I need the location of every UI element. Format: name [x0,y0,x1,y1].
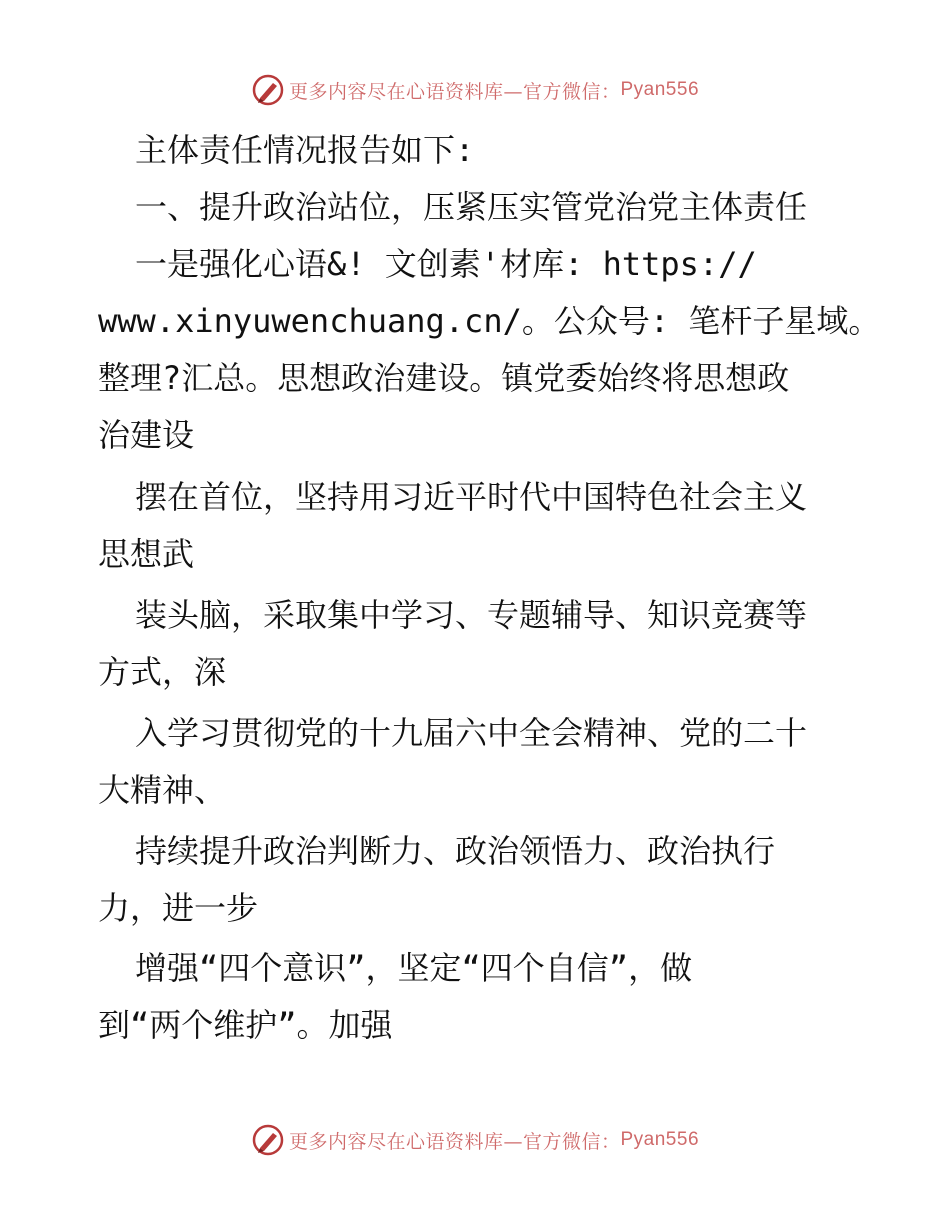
paragraph-line: 大精神、 [98,771,227,809]
paragraph-line: 力，进一步 [98,889,259,927]
pen-logo-icon [251,1123,285,1157]
paragraph-line: 方式，深 [98,653,227,691]
paragraph-line: 摆在首位，坚持用习近平时代中国特色社会主义 [135,478,808,516]
banner-wechat-id: Pyan556 [620,1129,700,1150]
section-heading: 一、提升政治站位，压紧压实管党治党主体责任 [135,188,808,226]
paragraph-line: 装头脑，采取集中学习、专题辅导、知识竞赛等 [135,596,808,634]
paragraph-line: 一是强化心语&! 文创素'材库: https:// [135,245,757,283]
header-watermark-banner [0,70,950,110]
paragraph-line: 入学习贯彻党的十九届六中全会精神、党的二十 [135,714,808,752]
banner-text: 更多内容尽在心语资料库—官方微信： [288,80,621,103]
paragraph-line: 增强“四个意识”，坚定“四个自信”，做 [135,949,693,987]
paragraph-line: 主体责任情况报告如下: [135,131,475,169]
footer-watermark-banner [0,1120,950,1160]
paragraph-line: 治建设 [98,416,195,454]
paragraph-line: 持续提升政治判断力、政治领悟力、政治执行 [135,832,776,870]
pen-logo-icon [251,73,285,107]
paragraph-line: 到“两个维护”。加强 [98,1006,393,1044]
paragraph-line: 整理?汇总。思想政治建设。镇党委始终将思想政 [98,359,790,397]
paragraph-line: www.xinyuwenchuang.cn/。公众号: 笔杆子星域。 [98,302,881,340]
banner-wechat-id: Pyan556 [620,79,700,100]
banner-text: 更多内容尽在心语资料库—官方微信： [288,1130,621,1153]
paragraph-line: 思想武 [98,535,195,573]
